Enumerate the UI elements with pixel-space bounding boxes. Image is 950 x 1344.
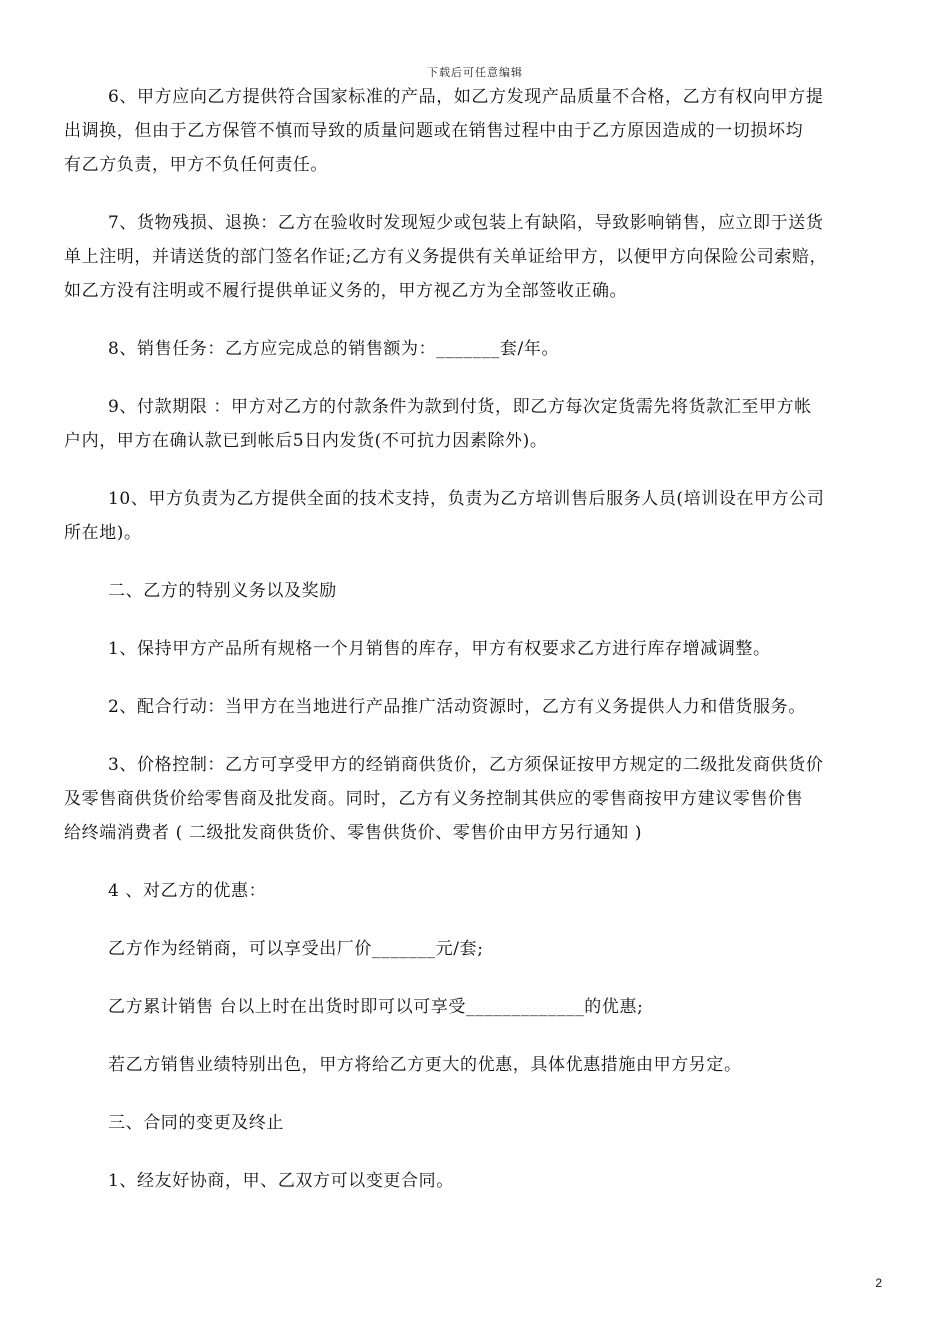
paragraph-first-line: 2、配合行动：当甲方在当地进行产品推广活动资源时，乙方有义务提供人力和借货服务。 xyxy=(108,697,806,717)
paragraph-continuation-line: 单上注明，并请送货的部门签名作证;乙方有义务提供有关单证给甲方，以便甲方向保险公司索赔， xyxy=(64,247,828,267)
paragraph-first-line: 若乙方销售业绩特别出色，甲方将给乙方更大的优惠，具体优惠措施由甲方另定。 xyxy=(108,1055,742,1075)
paragraph-continuation-line: 有乙方负责，甲方不负任何责任。 xyxy=(64,155,328,175)
paragraph xyxy=(64,748,898,850)
document-body xyxy=(64,80,898,1222)
paragraph xyxy=(64,390,898,458)
paragraph-first-line: 三、合同的变更及终止 xyxy=(108,1113,284,1133)
paragraph-first-line: 1、经友好协商，甲、乙双方可以变更合同。 xyxy=(108,1171,454,1191)
paragraph xyxy=(108,632,898,666)
paragraph-continuation-line: 如乙方没有注明或不履行提供单证义务的，甲方视乙方为全部签收正确。 xyxy=(64,281,628,301)
paragraph-first-line: 8、销售任务：乙方应完成总的销售额为：_______套/年。 xyxy=(108,339,560,359)
paragraph-continuation-line: 户内，甲方在确认款已到帐后5日内发货(不可抗力因素除外)。 xyxy=(64,431,548,451)
paragraph xyxy=(108,332,898,366)
paragraph xyxy=(108,1164,898,1198)
paragraph xyxy=(64,482,898,550)
paragraph-continuation-line: 给终端消费者 ( 二级批发商供货价、零售供货价、零售价由甲方另行通知 ) xyxy=(64,823,643,843)
paragraph xyxy=(108,874,898,908)
paragraph-first-line: 9、付款期限 ：甲方对乙方的付款条件为款到付货，即乙方每次定货需先将货款汇至甲方帐 xyxy=(108,397,812,417)
paragraph-first-line: 6、甲方应向乙方提供符合国家标准的产品，如乙方发现产品质量不合格，乙方有权向甲方提 xyxy=(108,87,824,107)
paragraph-first-line: 7、货物残损、退换：乙方在验收时发现短少或包装上有缺陷，导致影响销售，应立即于送货 xyxy=(108,213,824,233)
paragraph-continuation-line: 所在地)。 xyxy=(64,523,142,543)
paragraph-first-line: 3、价格控制：乙方可享受甲方的经销商供货价，乙方须保证按甲方规定的二级批发商供货价 xyxy=(108,755,824,775)
page-header-note: 下载后可任意编辑 xyxy=(427,66,523,79)
paragraph-continuation-line: 及零售商供货价给零售商及批发商。同时，乙方有义务控制其供应的零售商按甲方建议零售价售 xyxy=(64,789,804,809)
page-number: 2 xyxy=(875,1276,882,1290)
paragraph-first-line: 4 、对乙方的优惠： xyxy=(108,881,267,901)
paragraph xyxy=(108,1106,898,1140)
paragraph xyxy=(108,1048,898,1082)
paragraph-continuation-line: 出调换，但由于乙方保管不慎而导致的质量问题或在销售过程中由于乙方原因造成的一切损坏均 xyxy=(64,121,804,141)
paragraph xyxy=(64,206,898,308)
paragraph xyxy=(64,80,898,182)
paragraph-first-line: 二、乙方的特别义务以及奖励 xyxy=(108,581,337,601)
paragraph xyxy=(108,990,898,1024)
paragraph xyxy=(108,690,898,724)
paragraph-first-line: 10、甲方负责为乙方提供全面的技术支持，负责为乙方培训售后服务人员(培训设在甲方公司 xyxy=(108,489,825,509)
paragraph-first-line: 乙方累计销售 台以上时在出货时即可以可享受_____________的优惠; xyxy=(108,997,644,1017)
paragraph-first-line: 1、保持甲方产品所有规格一个月销售的库存，甲方有权要求乙方进行库存增减调整。 xyxy=(108,639,771,659)
paragraph-first-line: 乙方作为经销商，可以享受出厂价_______元/套; xyxy=(108,939,484,959)
paragraph xyxy=(108,574,898,608)
paragraph xyxy=(108,932,898,966)
